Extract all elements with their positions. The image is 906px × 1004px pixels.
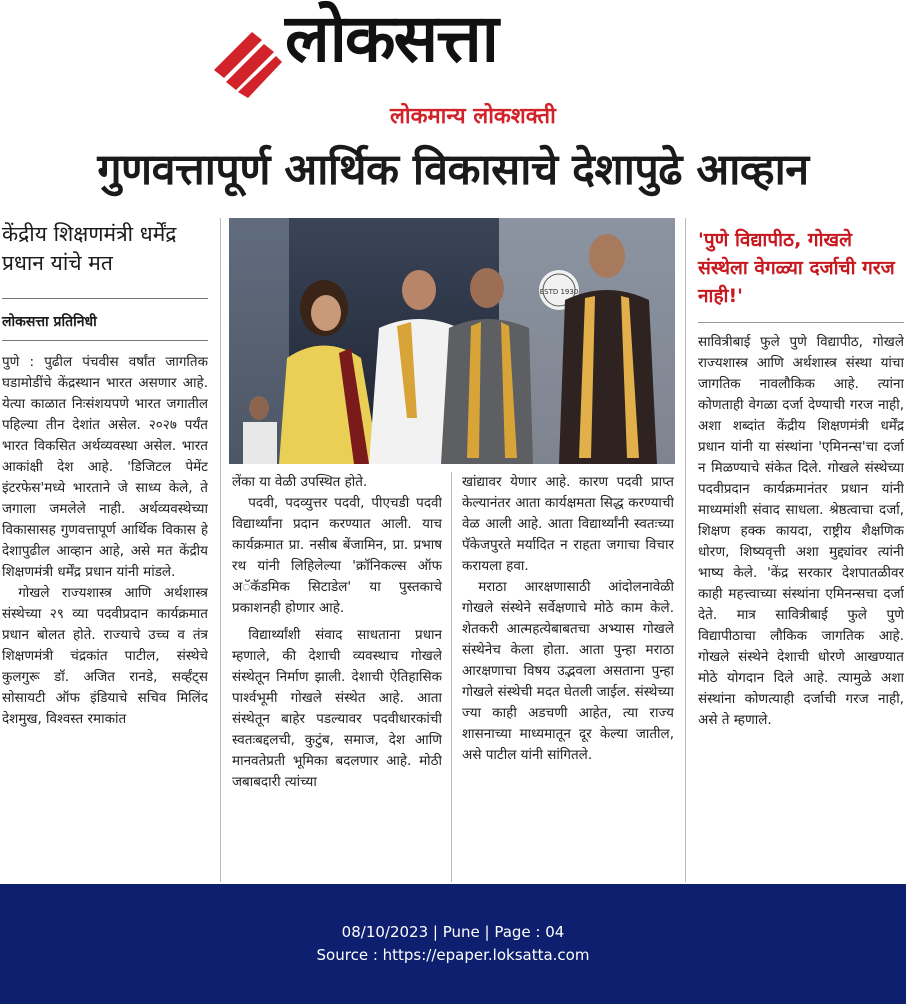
photo-illustration: [229, 218, 675, 464]
paragraph: लेंका या वेळी उपस्थित होते.: [232, 474, 368, 490]
paragraph: पदवी, पदव्युत्तर पदवी, पीएचडी पदवी विद्यार्थ्यांना प्रदान करण्यात आली. याच कार्यक्रमात प्रा. नसीब बेंजामिन, प्रा. प्रभाष रथ यांनी लिहिलेल्या 'क्रॉनिकल्स ऑफ अॅकॅडमिक सिटाडेल' या पुस्तकाचे प्रकाशनही होणार आहे.: [232, 495, 442, 616]
divider: [2, 298, 208, 299]
article-byline: लोकसत्ता प्रतिनिधी: [2, 314, 97, 330]
sidebar-body: [698, 332, 904, 880]
logo-wordmark: लोकसत्ता: [285, 0, 497, 77]
footer-date-page: 08/10/2023 | Pune | Page : 04: [341, 923, 565, 941]
column-divider: [685, 218, 686, 882]
paragraph: विद्यार्थ्यांशी संवाद साधताना प्रधान म्हणाले, की देशाची व्यवस्थाच गोखले संस्थेतून निर्माण झाली. देशाची ऐतिहासिक पार्श्वभूमी गोखले संस्थेत आहे. आता संस्थेतून बाहेर पडल्यावर पदवीधारकांची स्वतःबद्दलची, कुटुंब, समाज, देश आणि मानवतेप्रती भूमिका बदलणार आहे. मोठी जबाबदारी त्यांच्या: [232, 627, 442, 790]
event-photo: [229, 218, 675, 464]
seal-text: ESTD 1930: [539, 288, 579, 296]
sidebar-title: 'पुणे विद्यापीठ, गोखले संस्थेला वेगळ्या दर्जाची गरज नाही!': [698, 229, 895, 307]
paragraph: पुणे : पुढील पंचवीस वर्षांत जागतिक घडामोडींचे केंद्रस्थान भारत असणार आहे. येत्या काळात निःसंशयपणे भारत जगातील पहिल्या तीन देशांत असेल. २०२७ पर्यंत भारत विकसित अर्थव्यवस्था असेल. भारत आकांक्षी देश आहे. 'डिजिटल पेमेंट इंटरफेस'मध्ये भारताने जे साध्य केले, ते जगाला जमलेले नाही. अर्थव्यवस्थेच्या विकासासह गुणवत्तापूर्ण आर्थिक विकास हे देशापुढील आव्हान आहे, असे मत केंद्रीय शिक्षणमंत्री धर्मेंद्र प्रधान यांनी मांडले.: [2, 354, 208, 580]
paragraph: सावित्रीबाई फुले पुणे विद्यापीठ, गोखले राज्यशास्त्र आणि अर्थशास्त्र संस्था यांचा जागतिक नावलौकिक आहे. त्यांना कोणताही वेगळा दर्जा देण्याची गरज नाही, अशा शब्दांत केंद्रीय शिक्षणमंत्री धर्मेंद्र प्रधान यांनी या संस्थांना 'एमिनन्स'चा दर्जा न मिळण्याचे संकेत दिले. गोखले संस्थेच्या पदवीप्रदान कार्यक्रमानंतर प्रधान यांनी माध्यमांशी संवाद साधला. श्रेष्ठत्वाचा दर्जा, शिक्षण हक्क कायदा, राष्ट्रीय शैक्षणिक धोरण, शिष्यवृत्ती अशा मुद्द्यांवर त्यांनी भाष्य केले. 'केंद्र सरकार देशपातळीवर काही महत्त्वाच्या संस्थांना एमिनन्सचा दर्जा देते. मात्र सावित्रीबाई फुले पुणे विद्यापीठाचा लौकिक जागतिक आहे. गोखले संस्थेने देशाची धोरणे आखण्यात मोठे योगदान दिले आहे. त्यामुळे अशा संस्थांना कोणत्याही दर्जाची गरज नाही, असे ते म्हणाले.: [698, 334, 904, 728]
article-column-1: [2, 352, 208, 882]
paragraph: गोखले राज्यशास्त्र आणि अर्थशास्त्र संस्थेच्या २९ व्या पदवीप्रदान कार्यक्रमात प्रधान बोलत होते. राज्याचे उच्च व तंत्र शिक्षणमंत्री चंद्रकांत पाटील, संस्थेचे कुलगुरू डॉ. अजित रानडे, सर्व्हंट्स सोसायटी ऑफ इंडियाचे सचिव मिलिंद देशमुख, विश्वस्त रमाकांत: [2, 585, 208, 727]
footer-bar: [0, 884, 906, 1004]
article-column-3: [462, 472, 674, 882]
footer-source: Source : https://epaper.loksatta.com: [316, 946, 590, 964]
logo-tagline: लोकमान्य लोकशक्ती: [390, 104, 556, 129]
divider: [2, 340, 208, 341]
paragraph: खांद्यावर येणार आहे. कारण पदवी प्राप्त केल्यानंतर आता कार्यक्षमता सिद्ध करण्याची वेळ आली आहे. आता विद्यार्थ्यांनी स्वतःच्या पॅकेजपुरते मर्यादित न राहता जगाचा विचार करायला हवा.: [462, 474, 674, 574]
masthead: [0, 0, 906, 140]
divider: [698, 322, 904, 323]
page-headline: गुणवत्तापूर्ण आर्थिक विकासाचे देशापुढे आव्हान: [97, 145, 809, 195]
column-divider: [220, 218, 221, 882]
loksatta-logo-icon: [212, 30, 282, 100]
paragraph: मराठा आरक्षणासाठी आंदोलनावेळी गोखले संस्थेने सर्वेक्षणाचे मोठे काम केले. शेतकरी आत्महत्येबाबतचा अभ्यास गोखले संस्थेनेच केला होता. आता पुन्हा मराठा आरक्षणाचा विषय उद्भवला असताना पुन्हा गोखले संस्थेची मदत घेतली जाईल. संस्थेच्या ज्या काही अडचणी आहेत, त्या राज्य शासनाच्या माध्यमातून दूर केल्या जातील, असे पाटील यांनी सांगितले.: [462, 579, 674, 763]
article-column-2: [232, 472, 442, 882]
column-divider: [451, 472, 452, 882]
article-subhead: केंद्रीय शिक्षणमंत्री धर्मेंद्र प्रधान यांचे मत: [2, 222, 177, 276]
